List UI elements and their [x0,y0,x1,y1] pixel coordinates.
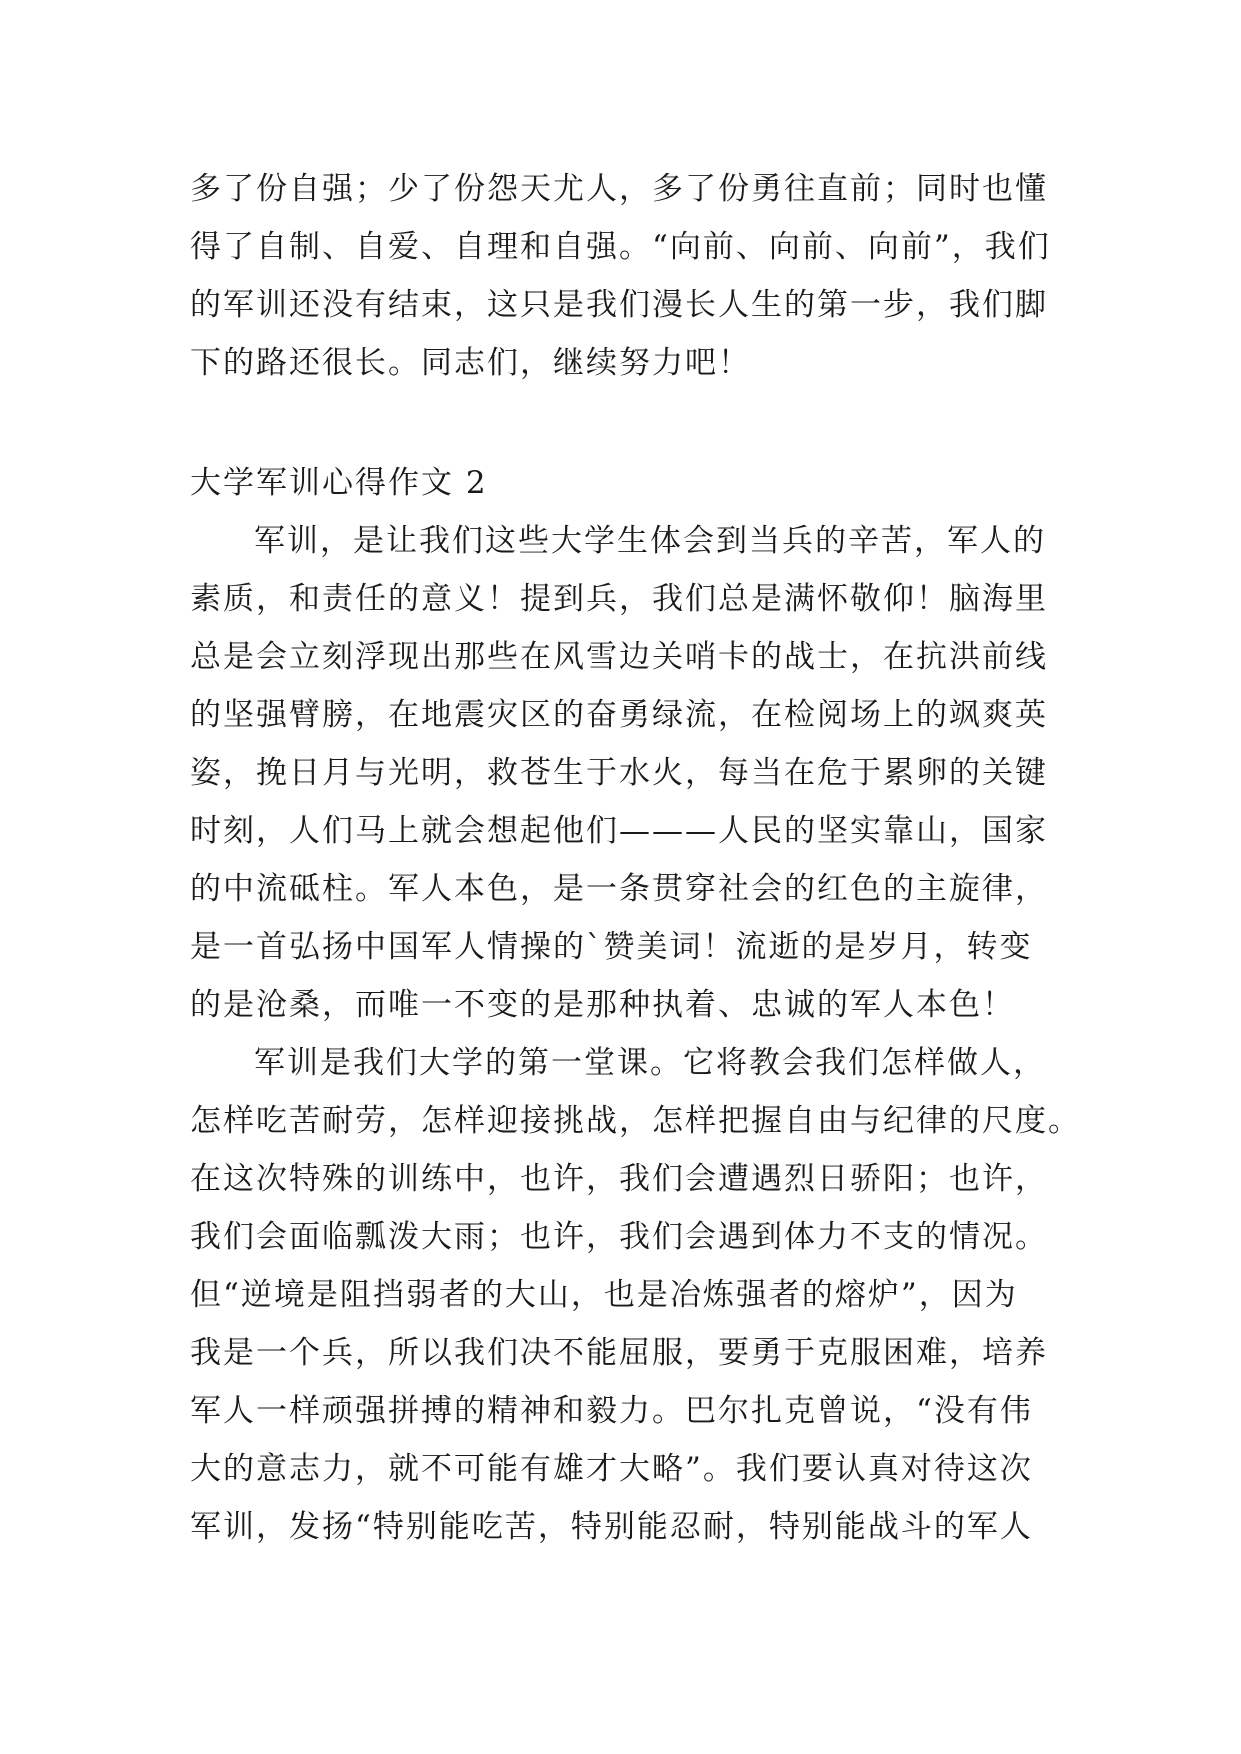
paragraph-2 [190,1034,1081,1556]
text-line: 军人一样顽强拼搏的精神和毅力。巴尔扎克曾说，“没有伟 [190,1393,1033,1429]
text-line: 的坚强臂膀，在地震灾区的奋勇绿流，在检阅场上的飒爽英 [190,697,1048,733]
text-line: 总是会立刻浮现出那些在风雪边关哨卡的战士，在抗洪前线 [190,639,1048,675]
text-line: 大的意志力，就不可能有雄才大略”。我们要认真对待这次 [190,1451,1033,1487]
text-line: 的中流砥柱。军人本色，是一条贯穿社会的红色的主旋律， [190,871,1048,907]
paragraph-gap [190,392,1050,454]
document-body [190,160,1081,1556]
section-heading: 大学军训心得作文 2 [190,465,488,501]
text-line: 下的路还很长。同志们，继续努力吧！ [190,345,751,381]
intro-paragraph [190,160,1050,392]
text-line: 军训，是让我们这些大学生体会到当兵的辛苦，军人的 [254,523,1046,559]
text-line: 得了自制、自爱、自理和自强。“向前、向前、向前”，我们 [190,229,1051,265]
text-line: 军训，发扬“特别能吃苦，特别能忍耐，特别能战斗的军人 [190,1509,1033,1545]
text-line: 在这次特殊的训练中，也许，我们会遭遇烈日骄阳；也许， [190,1161,1048,1197]
text-line: 怎样吃苦耐劳，怎样迎接挑战，怎样把握自由与纪律的尺度。 [190,1103,1081,1139]
text-line: 的是沧桑，而唯一不变的是那种执着、忠诚的军人本色！ [190,987,1015,1023]
text-line: 我们会面临瓢泼大雨；也许，我们会遇到体力不支的情况。 [190,1219,1048,1255]
text-line: 是一首弘扬中国军人情操的`赞美词！流逝的是岁月，转变 [190,929,1033,965]
text-line: 的军训还没有结束，这只是我们漫长人生的第一步，我们脚 [190,287,1048,323]
text-line: 但“逆境是阻挡弱者的大山，也是冶炼强者的熔炉”，因为 [190,1277,1018,1313]
text-line: 时刻，人们马上就会想起他们———人民的坚实靠山，国家 [190,813,1048,849]
text-line: 多了份自强；少了份怨天尤人，多了份勇往直前；同时也懂 [190,171,1048,207]
text-line: 素质，和责任的意义！提到兵，我们总是满怀敬仰！脑海里 [190,581,1048,617]
paragraph-1 [190,512,1050,1034]
text-line: 我是一个兵，所以我们决不能屈服，要勇于克服困难，培养 [190,1335,1048,1371]
text-line: 姿，挽日月与光明，救苍生于水火，每当在危于累卵的关键 [190,755,1048,791]
text-line: 军训是我们大学的第一堂课。它将教会我们怎样做人， [254,1045,1046,1081]
